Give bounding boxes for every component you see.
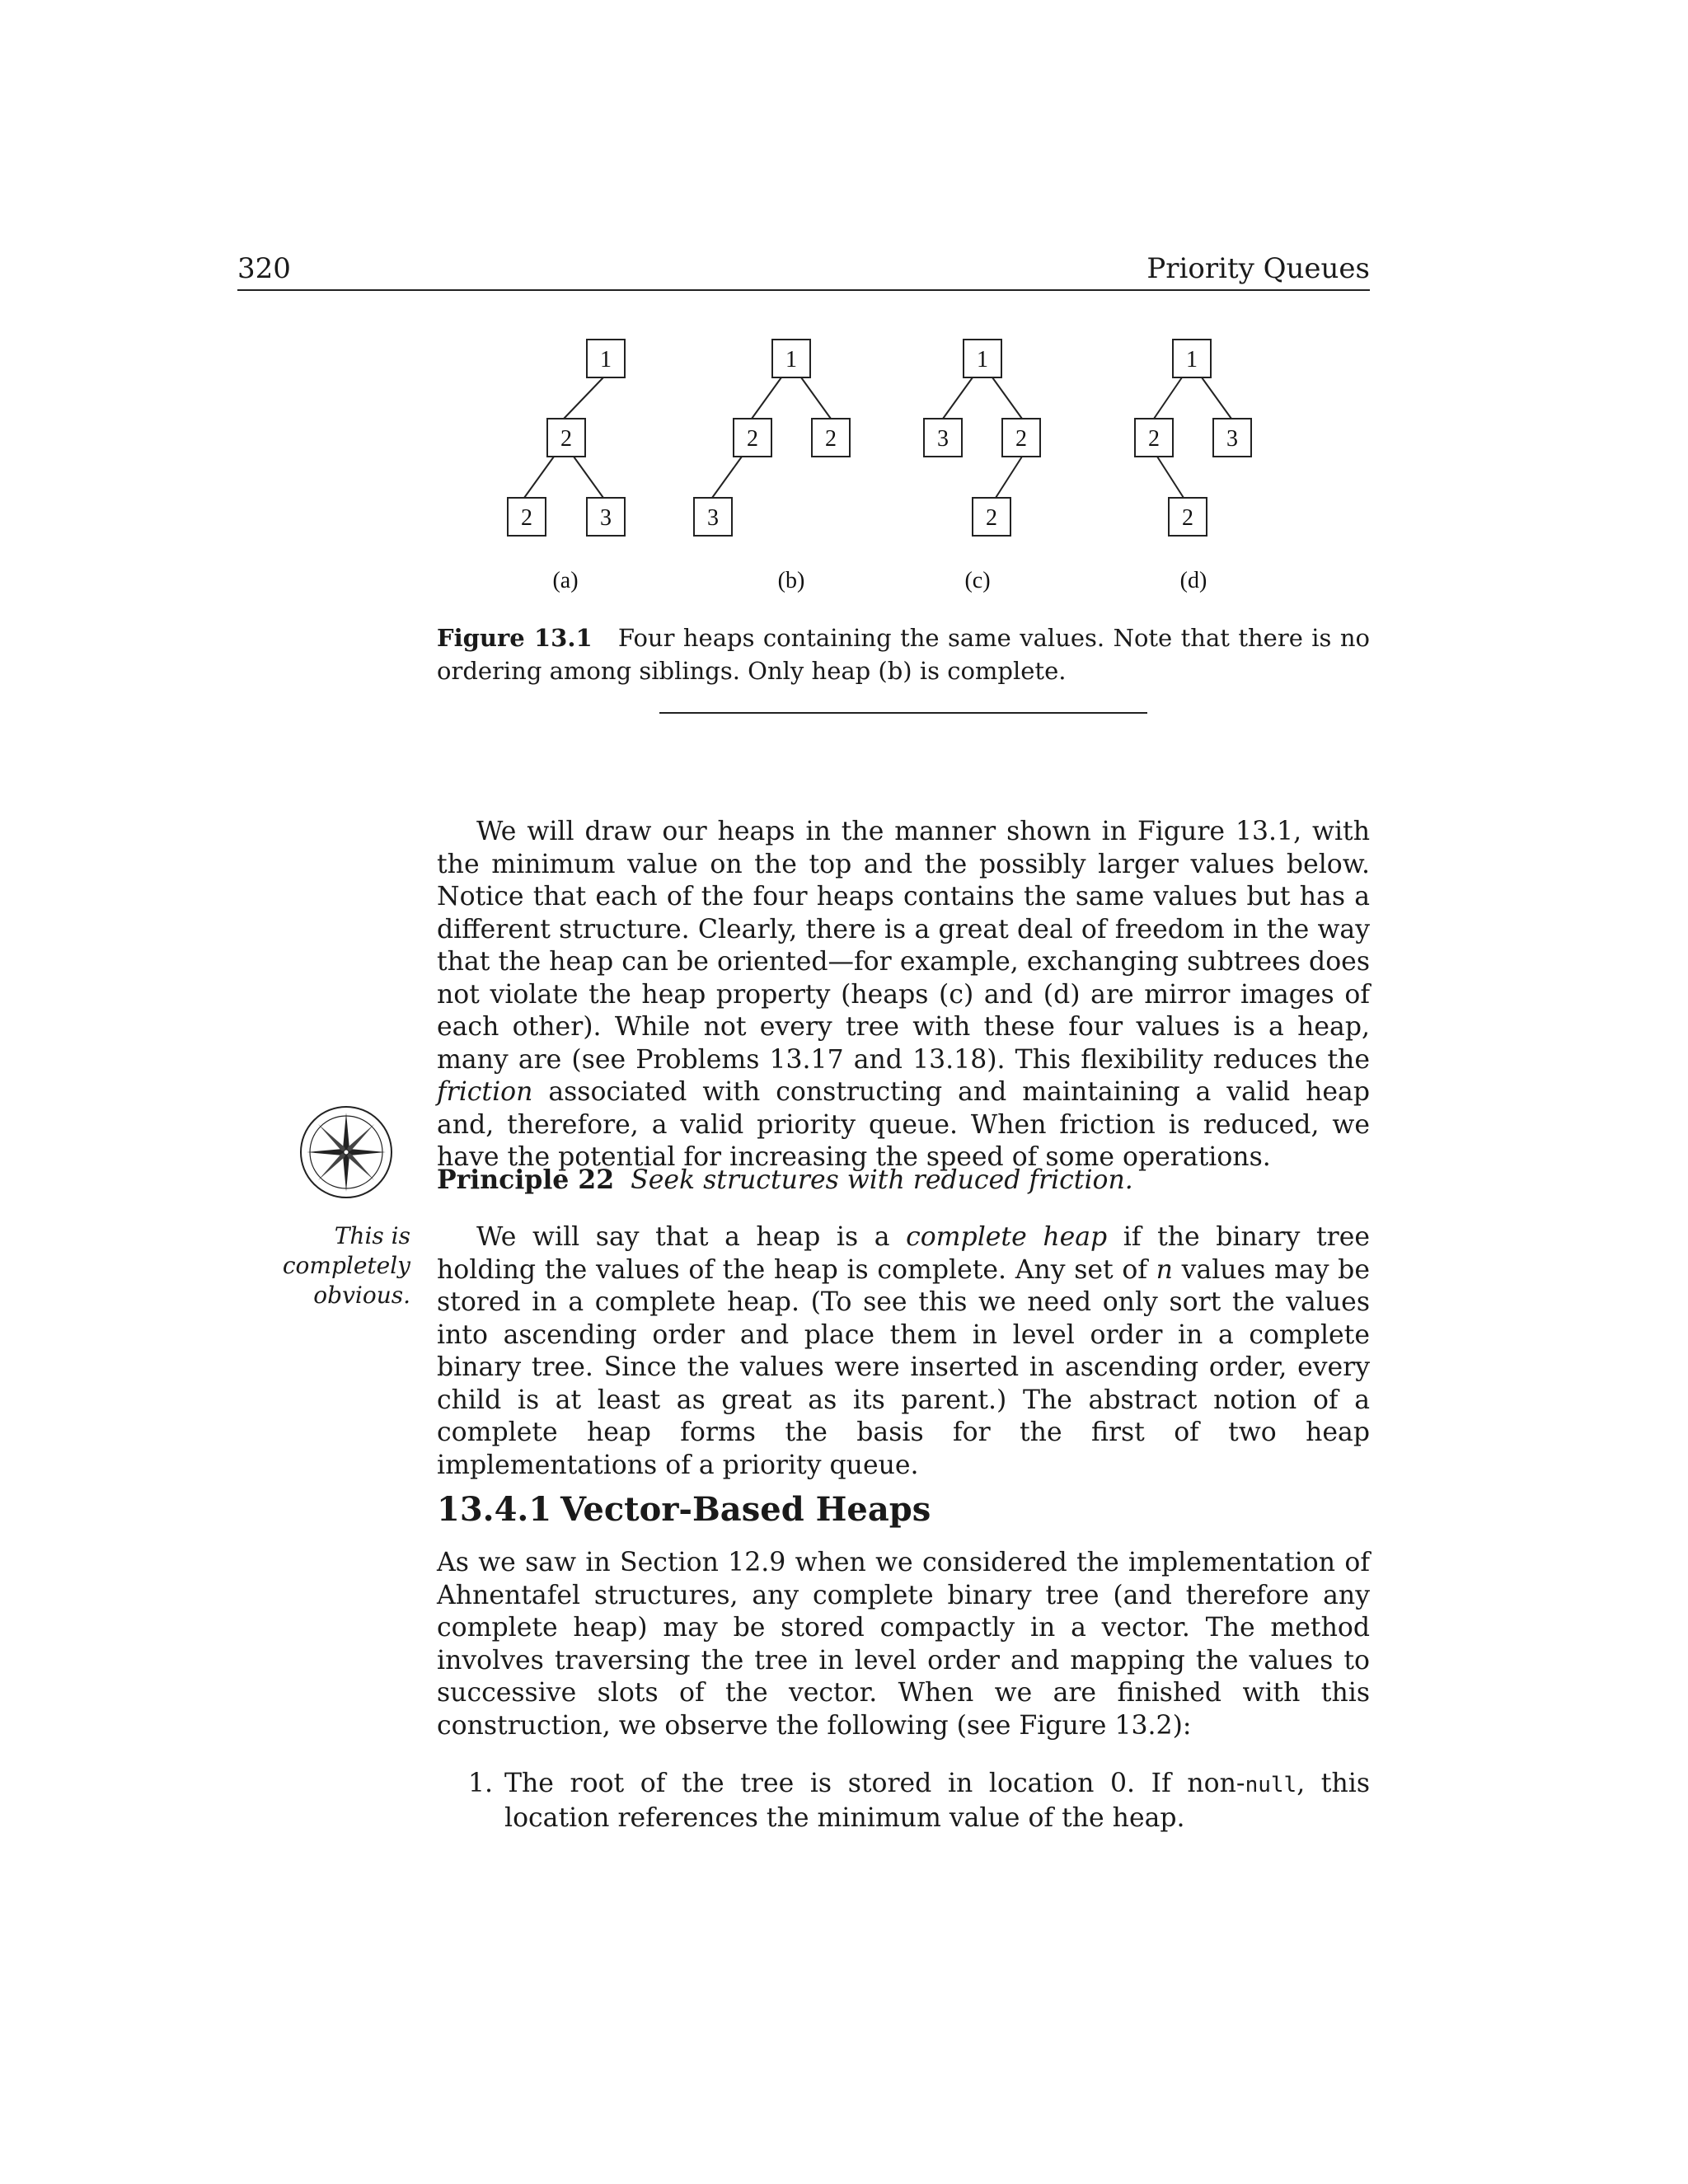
heap-node-label: 1 — [600, 347, 612, 373]
paragraph-text: , this location references the minimum value of the heap. — [504, 1769, 1370, 1833]
heap-node-label: 2 — [1182, 505, 1193, 531]
edge — [1157, 457, 1184, 498]
margin-note: This is completely obvious. — [282, 1222, 410, 1309]
paragraph-vector-based: As we saw in Section 12.9 when we considered the implementation of Ahnentafel structures, any complete binary tree (and therefore any complete heap) may be stored compactly in a vector. The method involves traversing the tree in level order and mapping the values to successive slots of the vector. When we are finished with this construction, we observe the following (see Figure 13.2): — [437, 1548, 1370, 1741]
edge — [712, 457, 742, 498]
code-null: null — [1245, 1773, 1297, 1797]
heap-node-label: 1 — [977, 347, 988, 373]
compass-rose-icon — [298, 1104, 394, 1200]
heap-d — [1135, 340, 1251, 593]
heap-node-label: 2 — [1148, 426, 1160, 452]
subfigure-label: (c) — [964, 568, 991, 593]
caption-rule — [659, 712, 1147, 714]
edge — [524, 457, 554, 498]
page-number: 320 — [237, 252, 291, 285]
list-marker: 1. — [468, 1769, 494, 1798]
running-head: Priority Queues — [1146, 252, 1370, 285]
paragraph-text: if the binary tree holding the values of the heap is complete. Any set of — [437, 1222, 1370, 1285]
heap-node-label: 3 — [707, 505, 719, 531]
edge — [943, 377, 973, 419]
heap-node-label: 3 — [937, 426, 949, 452]
heap-c — [924, 340, 1040, 593]
edge — [1154, 377, 1182, 419]
section-number: 13.4.1 — [437, 1490, 552, 1529]
section-title: Vector-Based Heaps — [560, 1490, 931, 1529]
paragraph-complete-heap — [437, 1221, 1370, 1482]
paragraph-text: values may be stored in a complete heap. (To see this we need only sort the values into ascending order and place them in level order in a complete binary tree. Since the values were inserted in ascending order, every child is at least as great as its parent.) The abstract notion of a complete heap forms the basis for the first of two heap implementations of a priority queue. — [437, 1254, 1370, 1480]
edge — [564, 377, 603, 419]
figure-caption — [437, 621, 1370, 687]
edge — [801, 377, 831, 419]
principle-statement — [437, 1164, 1370, 1197]
heap-node-label: 3 — [600, 505, 612, 531]
list-item — [437, 1767, 1370, 1835]
heap-figure — [0, 0, 1688, 610]
section-heading — [437, 1490, 931, 1529]
principle-text: Seek structures with reduced friction. — [631, 1165, 1133, 1195]
paragraph-text: We will draw our heaps in the manner shown in Figure 13.1, with the minimum value on the top and the possibly larger values below. Notice that each of the four heaps contains the same values but has a different structure. Clearly, there is a great deal of freedom in the way that the heap can be oriented—for example, exchanging subtrees does not violate the heap property (heaps (c) and (d) are mirror images of each other). While not every tree with these four values is a heap, many are (see Problems 13.17 and 13.18). This flexibility reduces the — [437, 817, 1370, 1075]
paragraph-text: associated with constructing and maintaining a valid heap and, therefore, a valid priority queue. When friction is reduced, we have the potential for increasing the speed of some operations. — [437, 1077, 1370, 1172]
figure-caption-text: Four heaps containing the same values. Note that there is no ordering among siblings. Only heap (b) is complete. — [437, 624, 1370, 685]
subfigure-label: (d) — [1179, 568, 1207, 593]
principle-label: Principle 22 — [437, 1165, 615, 1195]
heap-node-label: 2 — [825, 426, 837, 452]
subfigure-label: (a) — [552, 568, 579, 593]
heap-node-label: 1 — [1186, 347, 1198, 373]
heap-node-label: 1 — [785, 347, 797, 373]
edge — [1202, 377, 1231, 419]
paragraph-text: The root of the tree is stored in location 0. If non- — [504, 1769, 1245, 1798]
heap-node-label: 2 — [1015, 426, 1027, 452]
heap-b — [694, 340, 850, 593]
heap-node-label: 2 — [747, 426, 758, 452]
figure-caption-label: Figure 13.1 — [437, 624, 593, 652]
paragraph-figure-discussion — [437, 816, 1370, 1174]
edge — [992, 377, 1022, 419]
edge — [996, 457, 1022, 498]
heap-node-label: 2 — [986, 505, 997, 531]
list-item-text — [504, 1767, 1370, 1835]
emphasis-complete-heap: complete heap — [906, 1222, 1108, 1252]
math-variable-n: n — [1156, 1254, 1173, 1285]
heap-node-label: 2 — [521, 505, 532, 531]
emphasis-friction: friction — [437, 1077, 533, 1107]
heap-node-label: 2 — [560, 426, 572, 452]
edge — [752, 377, 781, 419]
heap-a — [508, 340, 625, 593]
heap-node-label: 3 — [1226, 426, 1238, 452]
paragraph-text: We will say that a heap is a — [476, 1222, 907, 1252]
edge — [574, 457, 603, 498]
subfigure-label: (b) — [777, 568, 805, 593]
